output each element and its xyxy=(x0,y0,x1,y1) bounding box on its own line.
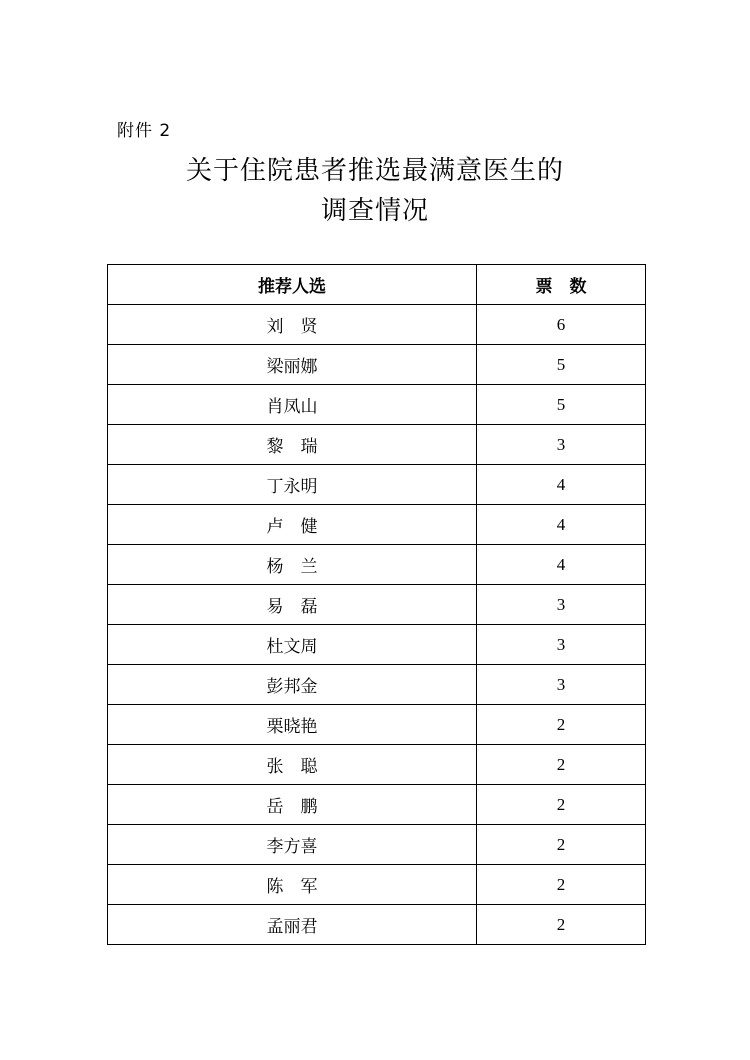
candidate-name: 杨 兰 xyxy=(108,545,477,585)
vote-count: 4 xyxy=(477,545,646,585)
attachment-label: 附件 2 xyxy=(117,121,172,141)
candidate-name: 栗晓艳 xyxy=(108,705,477,745)
candidate-name: 杜文周 xyxy=(108,625,477,665)
table-row xyxy=(108,865,646,905)
table-row xyxy=(108,745,646,785)
vote-count: 3 xyxy=(477,585,646,625)
table-row xyxy=(108,545,646,585)
candidate-name: 卢 健 xyxy=(108,505,477,545)
candidate-name: 肖凤山 xyxy=(108,385,477,425)
table-row xyxy=(108,585,646,625)
candidate-name: 梁丽娜 xyxy=(108,345,477,385)
table-row xyxy=(108,705,646,745)
candidate-name: 李方喜 xyxy=(108,825,477,865)
vote-count: 2 xyxy=(477,705,646,745)
candidate-name: 张 聪 xyxy=(108,745,477,785)
candidate-name: 黎 瑞 xyxy=(108,425,477,465)
votes-table xyxy=(107,264,646,945)
candidate-name: 孟丽君 xyxy=(108,905,477,945)
candidate-name: 彭邦金 xyxy=(108,665,477,705)
candidate-name: 刘 贤 xyxy=(108,305,477,345)
table-row xyxy=(108,465,646,505)
vote-count: 2 xyxy=(477,825,646,865)
vote-count: 2 xyxy=(477,865,646,905)
vote-count: 4 xyxy=(477,505,646,545)
table-row xyxy=(108,905,646,945)
table-row xyxy=(108,385,646,425)
column-header-votes: 票 数 xyxy=(477,265,646,305)
table-row xyxy=(108,665,646,705)
table-row xyxy=(108,625,646,665)
vote-count: 2 xyxy=(477,745,646,785)
table-row xyxy=(108,505,646,545)
vote-count: 5 xyxy=(477,385,646,425)
candidate-name: 岳 鹏 xyxy=(108,785,477,825)
table-header-row xyxy=(108,265,646,305)
table-row xyxy=(108,425,646,465)
vote-count: 5 xyxy=(477,345,646,385)
table-row xyxy=(108,345,646,385)
vote-count: 3 xyxy=(477,625,646,665)
vote-count: 2 xyxy=(477,905,646,945)
vote-count: 3 xyxy=(477,665,646,705)
vote-count: 6 xyxy=(477,305,646,345)
vote-count: 2 xyxy=(477,785,646,825)
vote-count: 3 xyxy=(477,425,646,465)
document-title-line-1: 关于住院患者推选最满意医生的 xyxy=(185,156,564,186)
table-row xyxy=(108,785,646,825)
candidate-name: 丁永明 xyxy=(108,465,477,505)
table-row xyxy=(108,305,646,345)
candidate-name: 易 磊 xyxy=(108,585,477,625)
document-title-line-2: 调查情况 xyxy=(320,196,429,226)
vote-count: 4 xyxy=(477,465,646,505)
column-header-candidate: 推荐人选 xyxy=(108,265,477,305)
candidate-name: 陈 军 xyxy=(108,865,477,905)
table-row xyxy=(108,825,646,865)
